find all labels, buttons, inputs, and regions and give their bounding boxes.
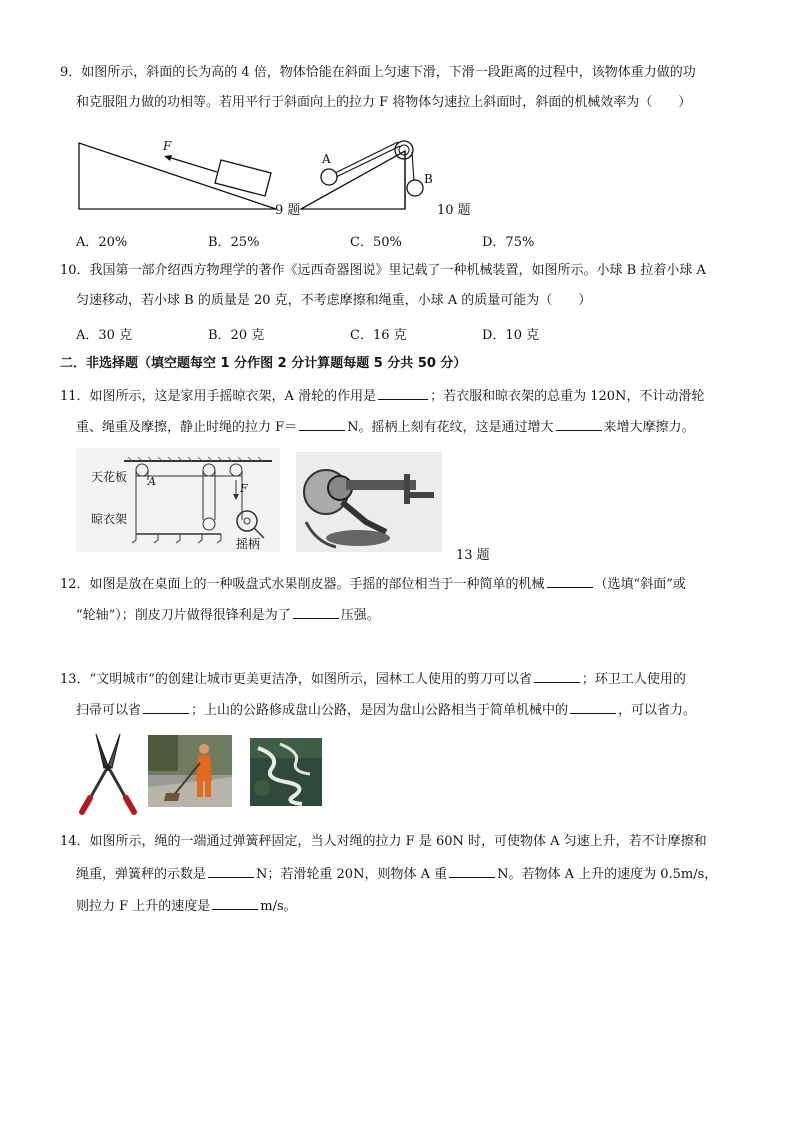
q14-line3a: 则拉力 F 上升的速度是 bbox=[76, 899, 211, 914]
answer-blank bbox=[208, 864, 254, 878]
ball-label-A: A bbox=[322, 152, 331, 166]
incline-figure bbox=[78, 140, 278, 210]
handle-label: 摇柄 bbox=[236, 537, 261, 551]
answer-blank bbox=[212, 896, 258, 910]
street-sweeper-photo bbox=[148, 735, 232, 807]
q12-line1a: 12．如图是放在桌面上的一种吸盘式水果削皮器。手摇的部位相当于一种简单的机械 bbox=[60, 577, 545, 592]
q10-option-a: A．30 克 bbox=[76, 328, 133, 343]
answer-blank bbox=[299, 417, 345, 431]
answer-blank bbox=[449, 864, 495, 878]
fig10-caption: 10 题 bbox=[437, 203, 471, 218]
q10-option-d: D．10 克 bbox=[482, 328, 540, 343]
answer-blank bbox=[556, 417, 602, 431]
q10-option-c: C．16 克 bbox=[350, 328, 407, 343]
q14-text-line2 bbox=[76, 864, 717, 884]
q9-option-b: B．25% bbox=[208, 235, 260, 250]
fig9-caption: 9 题 bbox=[275, 203, 301, 218]
q13-text-line2 bbox=[76, 700, 696, 720]
answer-blank bbox=[378, 386, 428, 400]
answer-blank bbox=[570, 700, 616, 714]
q9-text-line2: 和克服阻力做的功相等。若用平行于斜面向上的拉力 F 将物体匀速拉上斜面时，斜面的机械效率为（ ） bbox=[76, 95, 692, 110]
ceiling-label: 天花板 bbox=[91, 470, 128, 484]
q9-option-d: D．75% bbox=[482, 235, 535, 250]
q13-line1b: ；环卫工人使用的 bbox=[581, 672, 686, 687]
q11-line2c: 来增大摩擦力。 bbox=[603, 420, 695, 435]
q12-line1b: （选填“斜面”或 bbox=[594, 577, 686, 592]
fig13-caption: 13 题 bbox=[456, 548, 490, 563]
q9-option-a: A．20% bbox=[76, 235, 128, 250]
q12-text-line1 bbox=[60, 574, 686, 594]
q11-line1b: ；若衣服和晾衣架的总重为 120N，不计动滑轮 bbox=[430, 389, 705, 404]
force-label-F: F bbox=[163, 139, 172, 153]
q11-line2a: 重、绳重及摩擦，静止时绳的拉力 F＝ bbox=[76, 420, 298, 435]
q11-text-line1 bbox=[60, 386, 704, 406]
q14-text-line3 bbox=[76, 896, 297, 916]
pulley-incline-figure bbox=[300, 130, 430, 212]
q13-line2b: ；上山的公路修成盘山公路，是因为盘山公路相当于简单机械中的 bbox=[191, 703, 569, 718]
answer-blank bbox=[534, 669, 580, 683]
q13-text-line1 bbox=[60, 669, 686, 689]
q14-line3b: m/s。 bbox=[260, 899, 297, 914]
rack-label: 晾衣架 bbox=[91, 512, 128, 526]
q13-line2a: 扫帚可以省 bbox=[76, 703, 142, 718]
q14-line2b: N；若滑轮重 20N，则物体 A 重 bbox=[256, 867, 448, 882]
q11-line2b: N。摇柄上刻有花纹，这是通过增大 bbox=[347, 420, 554, 435]
pulley-label-A: A bbox=[148, 475, 156, 488]
q12-line2a: “轮轴”）；削皮刀片做得很锋利是为了 bbox=[76, 608, 291, 623]
q12-line2b: 压强。 bbox=[340, 608, 380, 623]
force-label-F: F bbox=[240, 482, 248, 495]
shears-figure bbox=[78, 732, 138, 814]
q13-line1a: 13．“文明城市”的创建让城市更美更洁净，如图所示，园林工人使用的剪刀可以省 bbox=[60, 672, 532, 687]
q10-text-line2: 匀速移动，若小球 B 的质量是 20 克，不考虑摩擦和绳重，小球 A 的质量可能为（ ） bbox=[76, 293, 592, 308]
clothes-rack-figure bbox=[76, 448, 280, 552]
answer-blank bbox=[293, 605, 339, 619]
q9-text-line1: 9．如图所示，斜面的长为高的 4 倍，物体恰能在斜面上匀速下滑，下滑一段距离的过程中，该物体重力做的功 bbox=[60, 65, 696, 80]
fruit-peeler-photo bbox=[296, 452, 442, 552]
ball-label-B: B bbox=[424, 172, 433, 186]
mountain-road-photo bbox=[250, 738, 322, 806]
answer-blank bbox=[143, 700, 189, 714]
q14-line2a: 绳重，弹簧秤的示数是 bbox=[76, 867, 207, 882]
q13-line2c: ，可以省力。 bbox=[618, 703, 697, 718]
q14-line2c: N。若物体 A 上升的速度为 0.5m/s， bbox=[497, 867, 718, 882]
section-heading: 二．非选择题（填空题每空 1 分作图 2 分计算题每题 5 分共 50 分） bbox=[60, 356, 467, 371]
q11-line1a: 11．如图所示，这是家用手摇晾衣架，A 滑轮的作用是 bbox=[60, 389, 377, 404]
q9-option-c: C．50% bbox=[350, 235, 402, 250]
q11-text-line2 bbox=[76, 417, 695, 437]
q12-text-line2 bbox=[76, 605, 380, 625]
q10-text-line1: 10．我国第一部介绍西方物理学的著作《远西奇器图说》里记载了一种机械装置，如图所示。小球 B 拉着小球 A bbox=[60, 263, 706, 278]
answer-blank bbox=[547, 574, 593, 588]
q10-option-b: B．20 克 bbox=[208, 328, 265, 343]
q14-text-line1: 14．如图所示，绳的一端通过弹簧秤固定，当人对绳的拉力 F 是 60N 时，可使物体 A 匀速上升，若不计摩擦和 bbox=[60, 834, 707, 849]
